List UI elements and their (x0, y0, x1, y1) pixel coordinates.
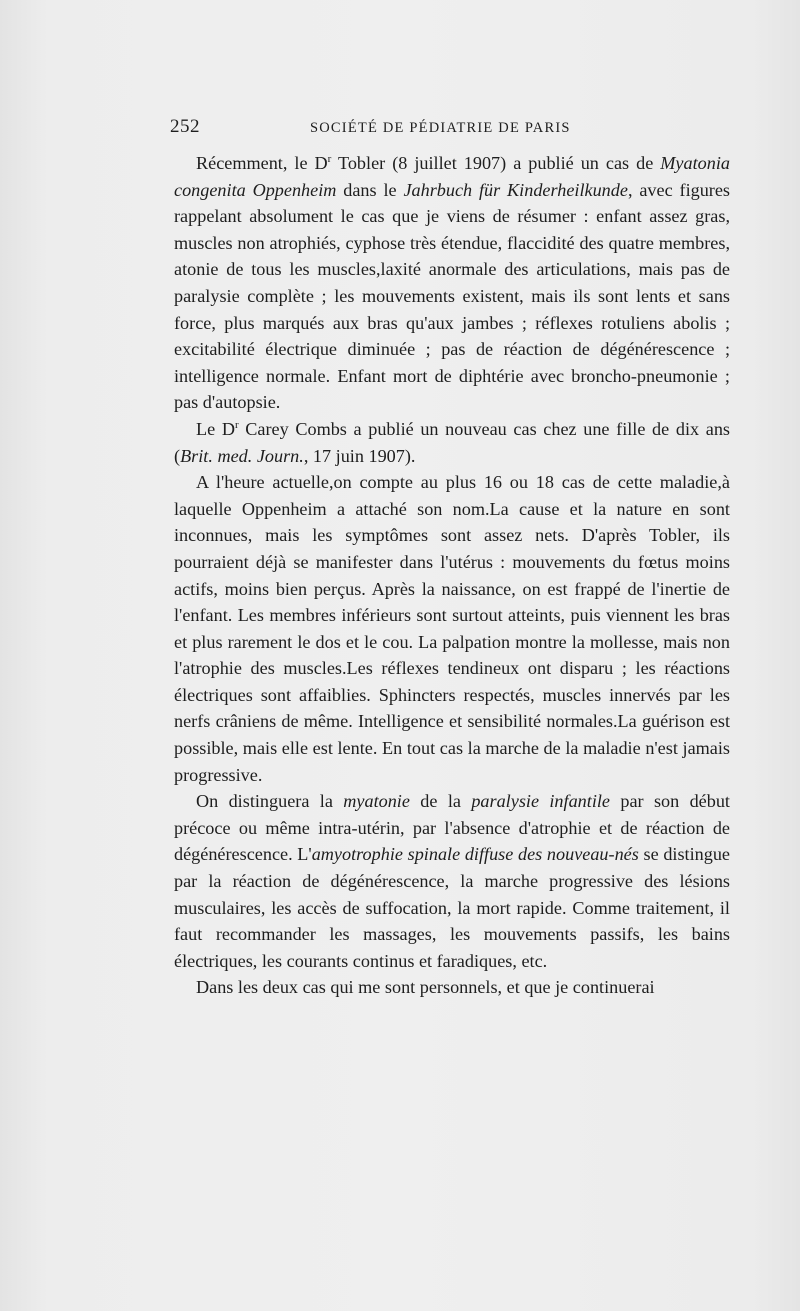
text-run: se distingue par la réaction de dégénérescence, la marche progressive des lésions musculaires, les accès de suffocation, la mort rapide. Comme traitement, il faut recommander les massages, les mouvements passifs, les bains électriques, les courants continus et faradiques, etc. (174, 844, 730, 971)
superscript: r (327, 152, 332, 165)
superscript: r (234, 418, 239, 431)
italic-term: myatonie (343, 791, 410, 812)
text-run: , avec figures rappelant absolument le cas que je viens de résumer : enfant assez gras, muscles non atrophiés, cyphose très étendue, flaccidité des quatre membres, atonie de tous les muscles,laxité anormale des articulations, mais pas de paralysie complète ; les mouvements existent, mais ils sont lents et sans force, plus marqués aux bras qu'aux jambes ; réflexes rotuliens abolis ; excitabilité électrique diminuée ; pas de réaction de dégénérescence ; intelligence normale. Enfant mort de diphtérie avec broncho-pneumonie ; pas d'autopsie. (174, 179, 731, 413)
italic-title: Jahrbuch für Kinderheilkunde (403, 179, 628, 200)
text-run: Dans les deux cas qui me sont personnels, et que je continuerai (196, 977, 655, 998)
text-run: A l'heure actuelle,on compte au plus 16 ou 18 cas de cette maladie,à laquelle Oppenheim a attaché son nom.La cause et la nature en sont inconnues, mais les symptômes sont assez nets. D'après Tobler, ils pourraient déjà se manifester dans l'utérus : mouvements du fœtus moins actifs, moins bien perçus. Après la naissance, on est frappé de l'inertie de l'enfant. Les membres inférieurs sont surtout atteints, puis viennent les bras et plus rarement le dos et le cou. La palpation montre la mollesse, mais non l'atrophie des muscles.Les réflexes tendineux ont disparu ; les réactions électriques sont affaiblies. Sphincters respectés, muscles innervés par les nerfs crâniens de même. Intelligence et sensibilité normales.La guérison est possible, mais elle est lente. En tout cas la marche de la maladie n'est jamais progressive. (174, 472, 730, 785)
italic-term: amyotrophie spinale diffuse des nouveau-nés (311, 844, 639, 865)
body-text (174, 150, 730, 1001)
paragraph-5 (174, 974, 730, 1001)
text-run: dans le (336, 179, 404, 200)
italic-title: Myatonia congenita Oppenheim (174, 153, 730, 200)
paragraph-1 (174, 150, 730, 416)
text-run: Récemment, le D (196, 153, 328, 173)
text-run: Carey Combs a publié un nouveau cas chez une fille de dix ans ( (174, 418, 730, 466)
text-run: Tobler (8 juillet 1907) a publié un cas de (331, 153, 661, 173)
text-run: Le D (196, 418, 235, 439)
text-run: par son début précoce ou même intra-utérin, par l'absence d'atrophie et de réaction de dégénérescence. L' (174, 791, 730, 865)
paragraph-4 (174, 788, 730, 974)
text-run: , 17 juin 1907). (303, 445, 416, 466)
text-run: On distinguera la (196, 791, 344, 812)
italic-citation: Brit. med. Journ. (180, 445, 304, 466)
paragraph-3 (174, 469, 730, 788)
italic-term: paralysie infantile (471, 791, 610, 812)
running-title: SOCIÉTÉ DE PÉDIATRIE DE PARIS (310, 120, 571, 136)
page-header (170, 116, 730, 142)
paragraph-2 (174, 416, 730, 469)
text-run: de la (409, 791, 472, 812)
page-number: 252 (170, 116, 200, 137)
